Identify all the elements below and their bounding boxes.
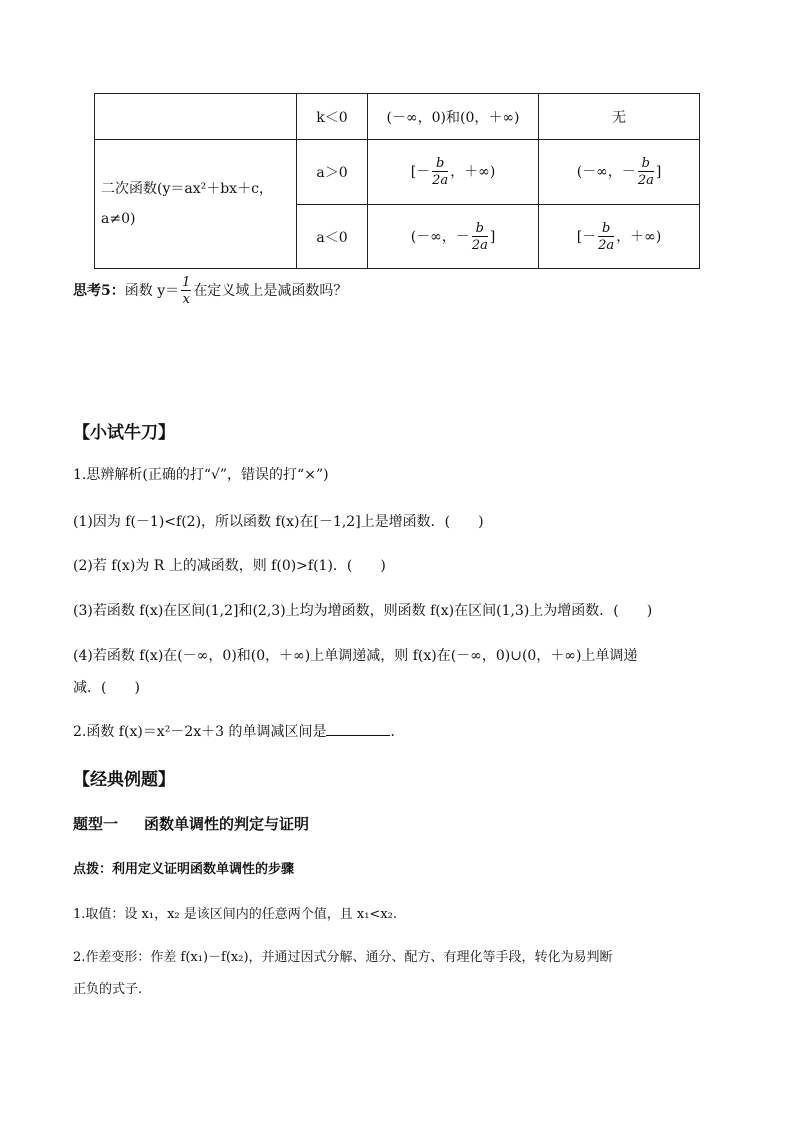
table-row <box>95 94 700 140</box>
fraction-b-over-2a: $\frac{b}{2a}$ <box>637 156 654 188</box>
table-cell-decreasing: 无 <box>539 94 700 140</box>
trial-q2 <box>73 721 404 741</box>
trial-q1-item-2: (2)若 f(x)为 R 上的减函数，则 f(0)>f(1)．( ) <box>73 558 386 574</box>
interval-right: ] <box>489 228 496 245</box>
fraction-b-over-2a: $\frac{b}{2a}$ <box>432 156 449 188</box>
interval-left: (－∞，－ <box>410 228 470 245</box>
table-cell-decreasing <box>539 205 700 269</box>
trial-q1-item-4-line-2: 减．( ) <box>73 680 140 696</box>
table-cell-decreasing <box>539 140 700 205</box>
type-1-title: 函数单调性的判定与证明 <box>144 815 310 833</box>
table-cell-condition: a＞0 <box>297 140 368 205</box>
type-1-heading <box>73 813 309 834</box>
table-cell-empty <box>95 94 297 140</box>
monotonicity-table <box>94 93 700 269</box>
table-cell-increasing: (－∞，0)和(0，＋∞) <box>368 94 539 140</box>
table-cell-increasing <box>368 205 539 269</box>
interval-right: ，＋∞) <box>616 228 662 245</box>
interval-left: [－ <box>576 228 597 245</box>
table-cell-condition: a＜0 <box>297 205 368 269</box>
type-1-label: 题型一 <box>73 815 119 833</box>
trial-q1-item-3: (3)若函数 f(x)在区间(1,2]和(2,3)上均为增函数，则函数 f(x)在区间(1,3)上为增函数．( ) <box>73 603 653 619</box>
tip-step-2-line-2: 正负的式子. <box>73 982 143 997</box>
fraction-1-over-x: $\frac{1}{x}$ <box>182 275 191 307</box>
trial-q1-item-4-line-1: (4)若函数 f(x)在(－∞，0)和(0，＋∞)上单调递减，则 f(x)在(－∞，0)∪(0，＋∞)上单调递 <box>73 648 638 664</box>
think-5-question <box>73 276 347 306</box>
trial-q2-end: ． <box>390 724 405 740</box>
fraction-b-over-2a: $\frac{b}{2a}$ <box>471 220 488 253</box>
trial-q1-item-1: (1)因为 f(－1)<f(2)，所以函数 f(x)在[－1,2]上是增函数．( ) <box>73 514 484 530</box>
section-heading-examples: 【经典例题】 <box>73 770 175 790</box>
tip-step-1: 1.取值：设 x₁，x₂ 是该区间内的任意两个值，且 x₁<x₂. <box>73 907 397 922</box>
interval-right: ，＋∞) <box>450 164 496 180</box>
interval-left: (－∞，－ <box>576 164 636 180</box>
tip-step-2-line-1: 2.作差变形：作差 f(x₁)－f(x₂)，并通过因式分解、通分、配方、有理化等手段，转化为易判断 <box>73 950 613 965</box>
think-5-label: 思考5： <box>73 283 125 299</box>
table-cell-function-label: 二次函数(y＝ax²＋bx＋c，a≠0) <box>95 140 297 269</box>
table-cell-increasing <box>368 140 539 205</box>
section-heading-trial: 【小试牛刀】 <box>73 423 175 443</box>
table-row <box>95 140 700 205</box>
trial-q1-intro: 1.思辨解析(正确的打“√”，错误的打“×”) <box>73 467 329 483</box>
answer-blank[interactable] <box>326 723 390 736</box>
trial-q2-text: 2.函数 f(x)＝x²－2x＋3 的单调减区间是 <box>73 724 327 740</box>
think-5-text-after: 在定义域上是减函数吗？ <box>193 283 348 299</box>
interval-left: [－ <box>410 164 431 180</box>
fraction-b-over-2a: $\frac{b}{2a}$ <box>598 220 615 253</box>
tip-title: 点拨：利用定义证明函数单调性的步骤 <box>73 862 295 877</box>
interval-right: ] <box>655 164 662 180</box>
think-5-text-before: 函数 y＝ <box>124 283 180 299</box>
table-cell-condition: k＜0 <box>297 94 368 140</box>
